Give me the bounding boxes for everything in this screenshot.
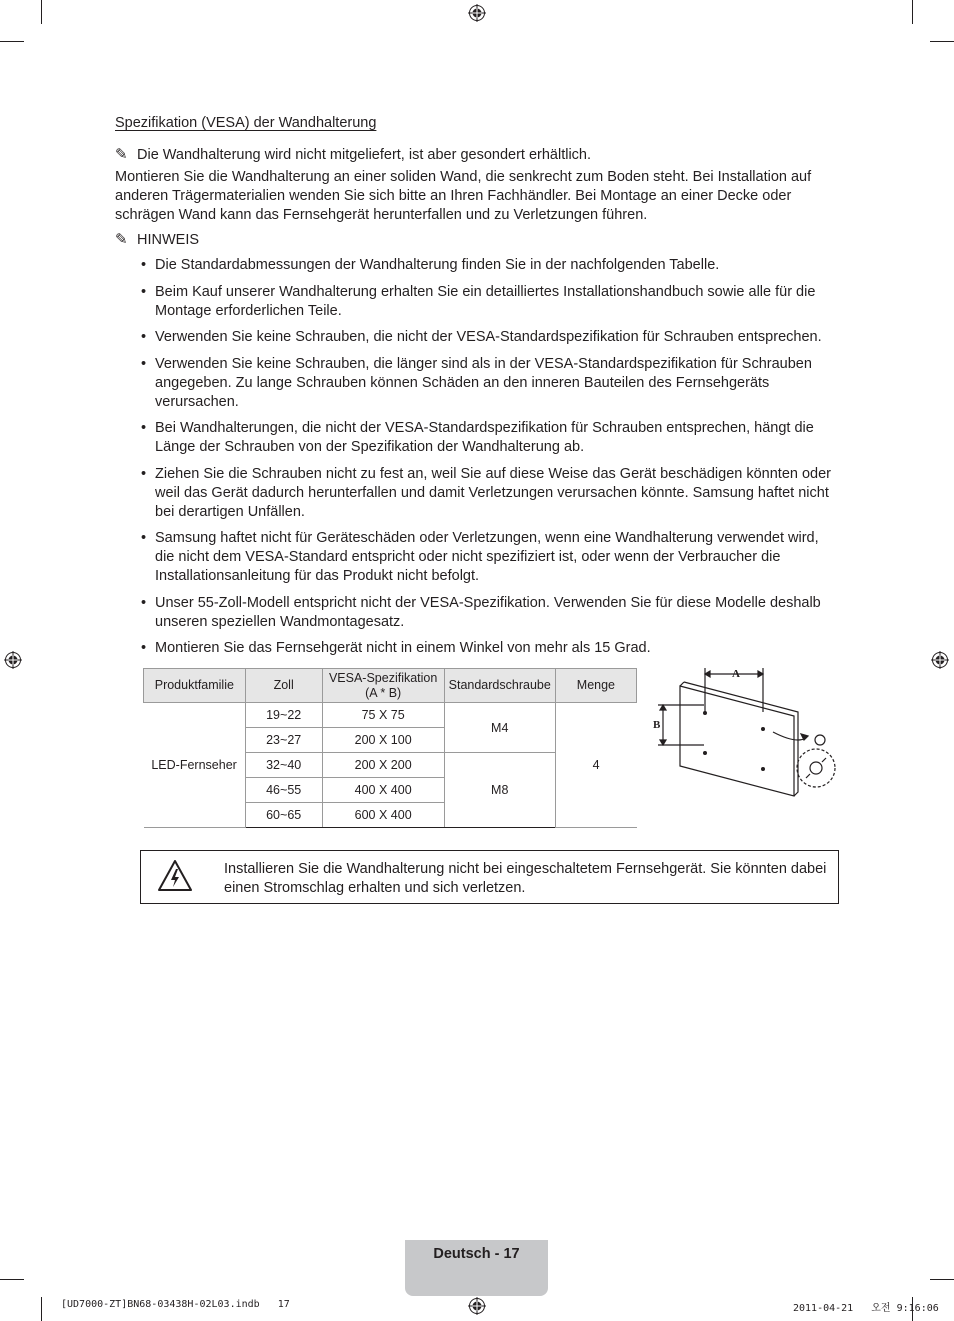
file-info: [UD7000-ZT]BN68-03438H-02L03.indb 17 <box>61 1299 290 1310</box>
list-item-text: Ziehen Sie die Schrauben nicht zu fest an, weil Sie auf diese Weise das Gerät beschädigen könnten oder weil das Gerät dadurch herunterfallen und damit Verletzungen verursachen könnte. Samsung haftet nicht bei derartigen Unfällen. <box>155 465 832 520</box>
vesa-cell: 400 X 400 <box>322 778 444 803</box>
column-header: Zoll <box>245 669 322 703</box>
page-number-tab <box>405 1240 548 1296</box>
list-item-text: Verwenden Sie keine Schrauben, die nicht der VESA-Standardspezifikation für Schrauben entsprechen. <box>155 329 822 345</box>
list-item <box>115 355 840 412</box>
dimension-label-b: B <box>653 719 661 731</box>
bullet-marker: • <box>141 594 147 611</box>
zoll-cell: 32~40 <box>245 753 322 778</box>
vesa-cell: 200 X 200 <box>322 753 444 778</box>
screw-cell: M8 <box>444 753 555 828</box>
zoll-cell: 19~22 <box>245 703 322 728</box>
list-item-text: Samsung haftet nicht für Geräteschäden oder Verletzungen, wenn eine Wandhalterung verwendet wird, die nicht dem VESA-Standard entspricht oder nicht spezifiziert ist, oder wenn der Verbraucher die Installationsanleitung für das Produkt nicht befolgt. <box>155 530 819 584</box>
table-row <box>144 703 637 728</box>
list-item-text: Die Standardabmessungen der Wandhalterung finden Sie in der nachfolgenden Tabelle. <box>155 257 720 273</box>
bullet-marker: • <box>141 640 147 656</box>
column-header: Standardschraube <box>444 669 555 703</box>
crop-mark <box>912 0 913 24</box>
tv-back-diagram <box>648 660 844 802</box>
crop-mark <box>41 1297 42 1321</box>
list-item <box>115 283 840 321</box>
dimension-label-a: A <box>732 668 740 680</box>
warning-text: Installieren Sie die Wandhalterung nicht bei eingeschaltetem Fernsehgerät. Sie könnten dabei einen Stromschlag erhalten und sich verletzen. <box>224 861 827 896</box>
column-header <box>322 669 444 703</box>
list-item-text: Verwenden Sie keine Schrauben, die länger sind als in der VESA-Standardspezifikation für Schrauben angegeben. Zu lange Schrauben können Schäden an den inneren Bauteilen des Fernsehgeräts verursachen. <box>155 355 812 410</box>
list-item <box>115 594 840 632</box>
zoll-cell: 23~27 <box>245 728 322 753</box>
intro-paragraph: Montieren Sie die Wandhalterung an einer soliden Wand, die senkrecht zum Boden steht. Bei Installation auf anderen Trägermaterialien wenden Sie sich bitte an Ihren Fachhändler. Bei Montage an einer Decke oder schrägen Wand kann das Fernsehgerät herunterfallen und zu Verletzungen führen. <box>115 169 812 223</box>
column-header: Produktfamilie <box>144 669 246 703</box>
screw-cell: M4 <box>444 703 555 753</box>
column-header: Menge <box>555 669 636 703</box>
vesa-cell: 200 X 100 <box>322 728 444 753</box>
page-label: Deutsch - 17 <box>433 1246 520 1262</box>
zoll-cell: 60~65 <box>245 803 322 828</box>
bullet-marker: • <box>141 420 147 436</box>
bullet-marker: • <box>141 329 147 345</box>
list-item <box>115 465 840 522</box>
crop-mark <box>0 41 24 42</box>
quantity-cell: 4 <box>555 703 636 828</box>
bullet-marker: • <box>141 355 147 372</box>
registration-mark-icon <box>468 4 486 22</box>
list-item-text: Beim Kauf unserer Wandhalterung erhalten Sie ein detailliertes Installationshandbuch sowie alle für die Montage erforderlichen Teile. <box>155 283 816 319</box>
pencil-note-icon: ✎ <box>115 231 128 248</box>
crop-mark <box>41 0 42 24</box>
vesa-spec-table <box>143 668 637 828</box>
vesa-cell: 75 X 75 <box>322 703 444 728</box>
pencil-note-icon: ✎ <box>115 146 128 163</box>
hinweis-list <box>115 256 840 666</box>
column-header-text: VESA-Spezifikation (A * B) <box>328 670 438 700</box>
hinweis-label: HINWEIS <box>137 232 200 248</box>
zoll-cell: 46~55 <box>245 778 322 803</box>
product-family-cell: LED-Fernseher <box>144 703 246 828</box>
registration-mark-icon <box>468 1297 486 1315</box>
table-header-row <box>144 669 637 703</box>
high-voltage-warning-icon <box>157 859 193 893</box>
crop-mark <box>0 1279 24 1280</box>
print-stamp: 2011-04-21 오전 9:16:06 <box>793 1303 939 1314</box>
bullet-marker: • <box>141 283 147 300</box>
registration-mark-icon <box>931 651 949 669</box>
hinweis-heading <box>115 230 840 250</box>
crop-mark <box>930 1279 954 1280</box>
crop-mark <box>930 41 954 42</box>
section-title: Spezifikation (VESA) der Wandhalterung <box>115 115 377 131</box>
list-item <box>115 256 840 275</box>
list-item-text: Unser 55-Zoll-Modell entspricht nicht der VESA-Spezifikation. Verwenden Sie für diese Modelle deshalb unseren speziellen Wandmontagesatz. <box>155 594 821 630</box>
list-item <box>115 639 840 658</box>
list-item <box>115 529 840 586</box>
list-item-text: Montieren Sie das Fernsehgerät nicht in einem Winkel von mehr als 15 Grad. <box>155 640 651 656</box>
note-line <box>115 145 840 165</box>
note-text: Die Wandhalterung wird nicht mitgeliefert, ist aber gesondert erhältlich. <box>137 147 592 163</box>
list-item <box>115 419 840 457</box>
bullet-marker: • <box>141 465 147 482</box>
registration-mark-icon <box>4 651 22 669</box>
warning-box <box>140 850 839 904</box>
bullet-marker: • <box>141 530 147 546</box>
vesa-cell: 600 X 400 <box>322 803 444 828</box>
bullet-marker: • <box>141 257 147 273</box>
list-item <box>115 328 840 347</box>
list-item-text: Bei Wandhalterungen, die nicht der VESA-Standardspezifikation für Schrauben entsprechen, hängt die Länge der Schrauben von der Spezifikation der Wandhalterung ab. <box>155 420 814 455</box>
